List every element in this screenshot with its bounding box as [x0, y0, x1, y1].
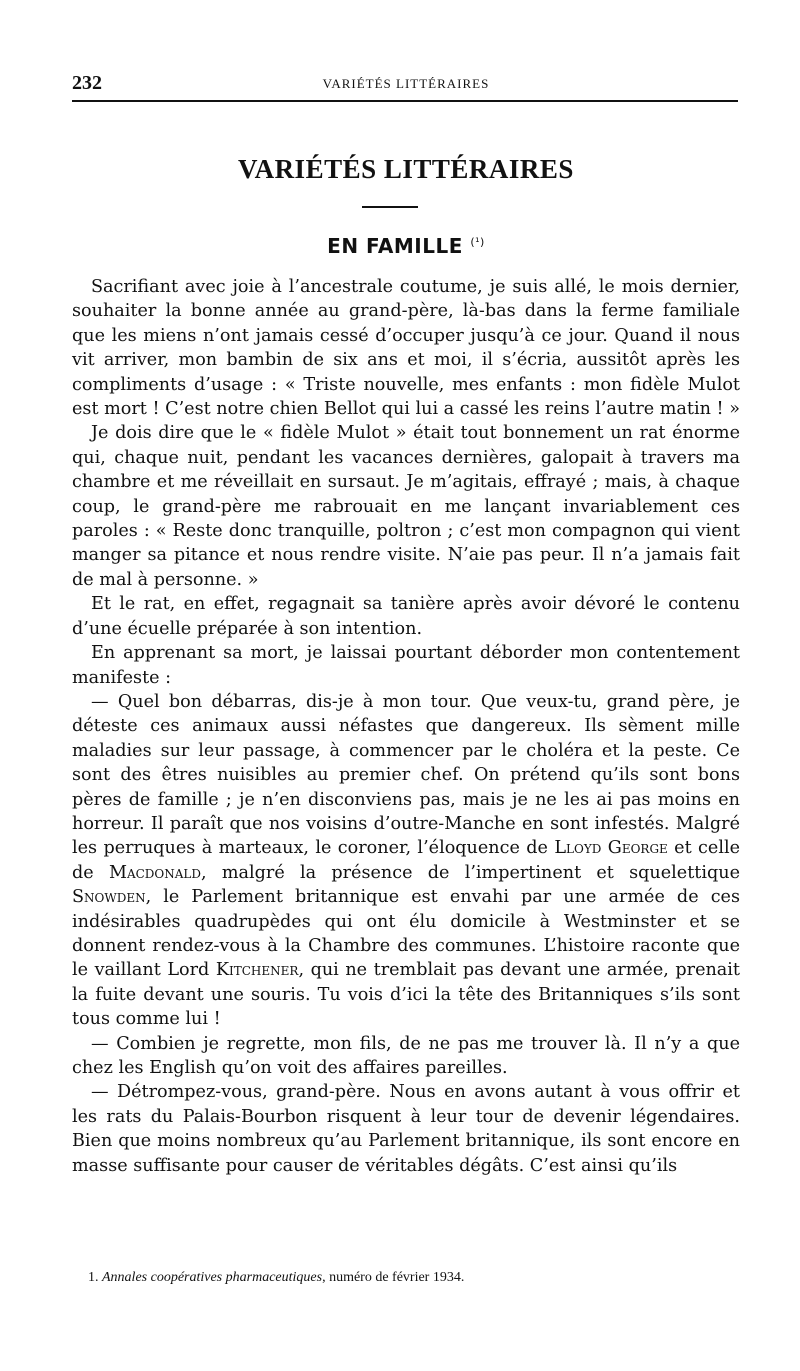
paragraph-5-text-3: , malgré la présence de l’impertinent et squelettique: [201, 862, 740, 883]
title-rule: [362, 206, 418, 208]
name-snowden: Snowden: [72, 887, 146, 908]
paragraph-2: Je dois dire que le « fidèle Mulot » était tout bonnement un rat énorme qui, chaque nuit, pendant les vacances dernières, galopait à travers ma chambre et me réveillait en sursaut. Je m’agitais, effrayé ; mais, à chaque coup, le grand-père me rabrouait en me lançant invariablement ces paroles : « Reste donc tranquille, poltron ; c’est mon compagnon qui vient manger sa pitance et nous rendre visite. N’aie pas peur. Il n’a jamais fait de mal à personne. »: [72, 423, 740, 590]
paragraph-5-text-5: , qui ne tremblait pas devant une armée, prenait la fuite devant une souris. Tu vois d’ici la tête des Britanniques s’ils sont tous comme lui !: [72, 960, 740, 1030]
running-head: [72, 72, 740, 98]
footnote-number: 1.: [88, 1270, 99, 1285]
paragraph-1: Sacrifiant avec joie à l’ancestrale coutume, je suis allé, le mois dernier, souhaiter la bonne année au grand-père, là-bas dans la ferme familiale que les miens n’ont jamais cessé d’occuper jusqu’à ce jour. Quand il nous vit arriver, mon bambin de six ans et moi, il s’écria, aussitôt après les compliments d’usage : « Triste nouvelle, mes enfants : mon fidèle Mulot est mort ! C’est notre chien Bellot qui lui a cassé les reins l’autre matin ! »: [72, 277, 740, 420]
article-title-text: EN FAMILLE: [327, 234, 463, 258]
paragraph-5: [72, 690, 740, 1032]
article-title: [72, 234, 740, 258]
footnote-marker: (¹): [470, 235, 485, 249]
paragraph-3: Et le rat, en effet, regagnait sa tanière après avoir dévoré le contenu d’une écuelle préparée à son intention.: [72, 594, 740, 639]
paragraph-6: — Combien je regrette, mon fils, de ne pas me trouver là. Il n’y a que chez les English qu’on voit des affaires pareilles.: [72, 1033, 740, 1078]
header-rule: [72, 100, 738, 102]
article-body: [72, 275, 740, 1178]
running-title: VARIÉTÉS LITTÉRAIRES: [322, 76, 490, 91]
footnote: [88, 1270, 728, 1286]
footnote-source: Annales coopératives pharmaceutiques: [102, 1270, 323, 1285]
name-lloyd-george: Lloyd George: [554, 838, 668, 859]
paragraph-5-text-2: et celle de: [72, 838, 740, 883]
name-kitchener: Kitchener: [215, 960, 299, 981]
paragraph-5-text-4: , le Parlement britannique est envahi par une armée de ces indésirables quadrupèdes qui ont élu domicile à Westminster et se donnent rendez-vous à la Chambre des communes. L’histoire raconte que le vaillant Lord: [72, 887, 740, 981]
paragraph-5-text-1: — Quel bon débarras, dis-je à mon tour. Que veux-tu, grand père, je déteste ces animaux aussi néfastes que dangereux. Ils sèment mille maladies sur leur passage, à commencer par le choléra et la peste. Ce sont des êtres nuisibles au premier chef. On prétend qu’ils sont bons pères de famille ; je n’en disconviens pas, mais je ne les ai pas moins en horreur. Il paraît que nos voisins d’outre-Manche en sont infestés. Malgré les perruques à marteaux, le coroner, l’éloquence de: [72, 691, 740, 859]
paragraph-7: — Détrompez-vous, grand-père. Nous en avons autant à vous offrir et les rats du Palais-Bourbon risquent à leur tour de devenir légendaires. Bien que moins nombreux qu’au Parlement britannique, ils sont encore en masse suffisante pour causer de véritables dégâts. C’est ainsi qu’ils: [72, 1082, 740, 1176]
page-number: 232: [72, 72, 102, 94]
paragraph-4: En apprenant sa mort, je laissai pourtant déborder mon contentement manifeste :: [72, 643, 740, 688]
footnote-detail: , numéro de février 1934.: [322, 1270, 465, 1285]
name-macdonald: Macdonald: [108, 862, 202, 883]
section-title: VARIÉTÉS LITTÉRAIRES: [238, 154, 574, 184]
